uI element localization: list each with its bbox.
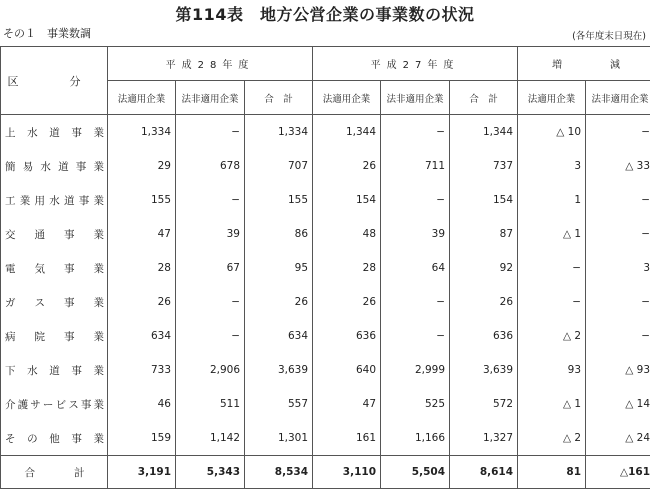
table-cell: △ 2 bbox=[518, 319, 586, 353]
table-cell: 39 bbox=[176, 217, 245, 251]
table-cell: 1,344 bbox=[313, 115, 381, 150]
table-cell: △ 1 bbox=[518, 217, 586, 251]
column-header: 法適用企業 bbox=[108, 81, 176, 115]
category-label: 交 通 事 業 bbox=[1, 217, 108, 251]
table-cell: − bbox=[381, 183, 450, 217]
category-label: 下 水 道 事 業 bbox=[1, 353, 108, 387]
table-row bbox=[1, 183, 650, 217]
group-header-h27: 平成27年度 bbox=[313, 47, 518, 81]
table-cell: 636 bbox=[450, 319, 518, 353]
table-row bbox=[1, 251, 650, 285]
table-cell: 711 bbox=[381, 149, 450, 183]
category-label: 電 気 事 業 bbox=[1, 251, 108, 285]
table-cell: 87 bbox=[450, 217, 518, 251]
table-cell: − bbox=[518, 251, 586, 285]
category-label: ガ ス 事 業 bbox=[1, 285, 108, 319]
table-cell: − bbox=[586, 115, 650, 150]
column-header: 法非適用企業 bbox=[381, 81, 450, 115]
table-cell: 1,166 bbox=[381, 421, 450, 456]
table-cell: 572 bbox=[450, 387, 518, 421]
table-cell: 3,639 bbox=[450, 353, 518, 387]
table-cell: − bbox=[176, 285, 245, 319]
table-cell: △ 10 bbox=[518, 115, 586, 150]
table-cell: 29 bbox=[108, 149, 176, 183]
table-cell: 95 bbox=[245, 251, 313, 285]
table-cell: 26 bbox=[245, 285, 313, 319]
table-cell: 737 bbox=[450, 149, 518, 183]
table-cell: 1,334 bbox=[108, 115, 176, 150]
table-cell: 86 bbox=[245, 217, 313, 251]
table-cell: 155 bbox=[245, 183, 313, 217]
table-cell: 3,191 bbox=[108, 456, 176, 489]
column-header: 法適用企業 bbox=[313, 81, 381, 115]
date-note: (各年度末日現在) bbox=[572, 31, 646, 42]
table-cell: 8,614 bbox=[450, 456, 518, 489]
column-header: 合 計 bbox=[245, 81, 313, 115]
table-cell: 46 bbox=[108, 387, 176, 421]
table-cell: − bbox=[381, 285, 450, 319]
table-cell: 161 bbox=[313, 421, 381, 456]
table-cell: 28 bbox=[108, 251, 176, 285]
group-header-h28: 平成28年度 bbox=[108, 47, 313, 81]
change-label-decrease: 減 bbox=[610, 60, 621, 71]
table-cell: 634 bbox=[108, 319, 176, 353]
table-cell: − bbox=[176, 115, 245, 150]
section-subtitle: その１ 事業数調 bbox=[3, 27, 91, 40]
table-cell: − bbox=[381, 319, 450, 353]
category-label: 介 護 サ ー ビ ス 事 業 bbox=[1, 387, 108, 421]
table-row bbox=[1, 353, 650, 387]
table-cell: 8,534 bbox=[245, 456, 313, 489]
table-row bbox=[1, 421, 650, 456]
table-cell: 1,344 bbox=[450, 115, 518, 150]
table-cell: − bbox=[176, 183, 245, 217]
table-cell: − bbox=[586, 319, 650, 353]
table-cell: 1 bbox=[518, 183, 586, 217]
table-cell: 28 bbox=[313, 251, 381, 285]
table-cell: 678 bbox=[176, 149, 245, 183]
table-cell: − bbox=[176, 319, 245, 353]
table-cell: 48 bbox=[313, 217, 381, 251]
table-cell: − bbox=[586, 217, 650, 251]
table-cell: 525 bbox=[381, 387, 450, 421]
table-cell: 1,334 bbox=[245, 115, 313, 150]
column-header: 合 計 bbox=[450, 81, 518, 115]
table-cell: − bbox=[586, 183, 650, 217]
category-label: 簡 易 水 道 事 業 bbox=[1, 149, 108, 183]
table-cell: 1,301 bbox=[245, 421, 313, 456]
table-row bbox=[1, 217, 650, 251]
table-cell: 155 bbox=[108, 183, 176, 217]
table-cell: 47 bbox=[313, 387, 381, 421]
table-cell: △ 1 bbox=[518, 387, 586, 421]
table-cell: 636 bbox=[313, 319, 381, 353]
table-cell: 707 bbox=[245, 149, 313, 183]
table-row bbox=[1, 149, 650, 183]
table-cell: 93 bbox=[518, 353, 586, 387]
column-header: 法非適用企業 bbox=[586, 81, 650, 115]
table-cell: △ 2 bbox=[518, 421, 586, 456]
table-cell: 2,906 bbox=[176, 353, 245, 387]
table-cell: 39 bbox=[381, 217, 450, 251]
table-cell: 5,504 bbox=[381, 456, 450, 489]
table-cell: 26 bbox=[450, 285, 518, 319]
table-cell: 26 bbox=[108, 285, 176, 319]
table-cell: 511 bbox=[176, 387, 245, 421]
table-row bbox=[1, 319, 650, 353]
table-row bbox=[1, 387, 650, 421]
table-cell: 1,142 bbox=[176, 421, 245, 456]
enterprise-count-table bbox=[0, 46, 650, 489]
table-cell: △161 bbox=[586, 456, 650, 489]
group-header-change bbox=[518, 47, 650, 81]
table-cell: 634 bbox=[245, 319, 313, 353]
table-cell: − bbox=[586, 285, 650, 319]
category-label: 合 計 bbox=[1, 456, 108, 489]
table-cell: 26 bbox=[313, 285, 381, 319]
table-cell: 5,343 bbox=[176, 456, 245, 489]
table-cell: − bbox=[381, 115, 450, 150]
page-title: 第114表 地方公営企業の事業数の状況 bbox=[175, 5, 475, 24]
category-label: そ の 他 事 業 bbox=[1, 421, 108, 456]
table-cell: 154 bbox=[450, 183, 518, 217]
change-label-increase: 増 bbox=[552, 60, 563, 71]
table-cell: △ 93 bbox=[586, 353, 650, 387]
table-cell: 2,999 bbox=[381, 353, 450, 387]
table-cell: − bbox=[518, 285, 586, 319]
table-row bbox=[1, 115, 650, 150]
category-label: 病 院 事 業 bbox=[1, 319, 108, 353]
table-cell: 640 bbox=[313, 353, 381, 387]
table-cell: 81 bbox=[518, 456, 586, 489]
column-header: 法適用企業 bbox=[518, 81, 586, 115]
category-label: 工 業 用 水 道 事 業 bbox=[1, 183, 108, 217]
category-label: 上 水 道 事 業 bbox=[1, 115, 108, 150]
column-header: 法非適用企業 bbox=[176, 81, 245, 115]
table-cell: 3 bbox=[518, 149, 586, 183]
table-cell: 67 bbox=[176, 251, 245, 285]
table-cell: 3 bbox=[586, 251, 650, 285]
table-row bbox=[1, 285, 650, 319]
row-header: 区 分 bbox=[1, 47, 108, 115]
table-cell: 733 bbox=[108, 353, 176, 387]
table-cell: 3,110 bbox=[313, 456, 381, 489]
table-cell: 159 bbox=[108, 421, 176, 456]
table-cell: △ 33 bbox=[586, 149, 650, 183]
table-cell: △ 24 bbox=[586, 421, 650, 456]
table-cell: 92 bbox=[450, 251, 518, 285]
table-cell: △ 14 bbox=[586, 387, 650, 421]
table-cell: 26 bbox=[313, 149, 381, 183]
table-cell: 154 bbox=[313, 183, 381, 217]
table-cell: 64 bbox=[381, 251, 450, 285]
table-cell: 47 bbox=[108, 217, 176, 251]
table-row bbox=[1, 456, 650, 489]
table-cell: 1,327 bbox=[450, 421, 518, 456]
table-cell: 557 bbox=[245, 387, 313, 421]
table-cell: 3,639 bbox=[245, 353, 313, 387]
